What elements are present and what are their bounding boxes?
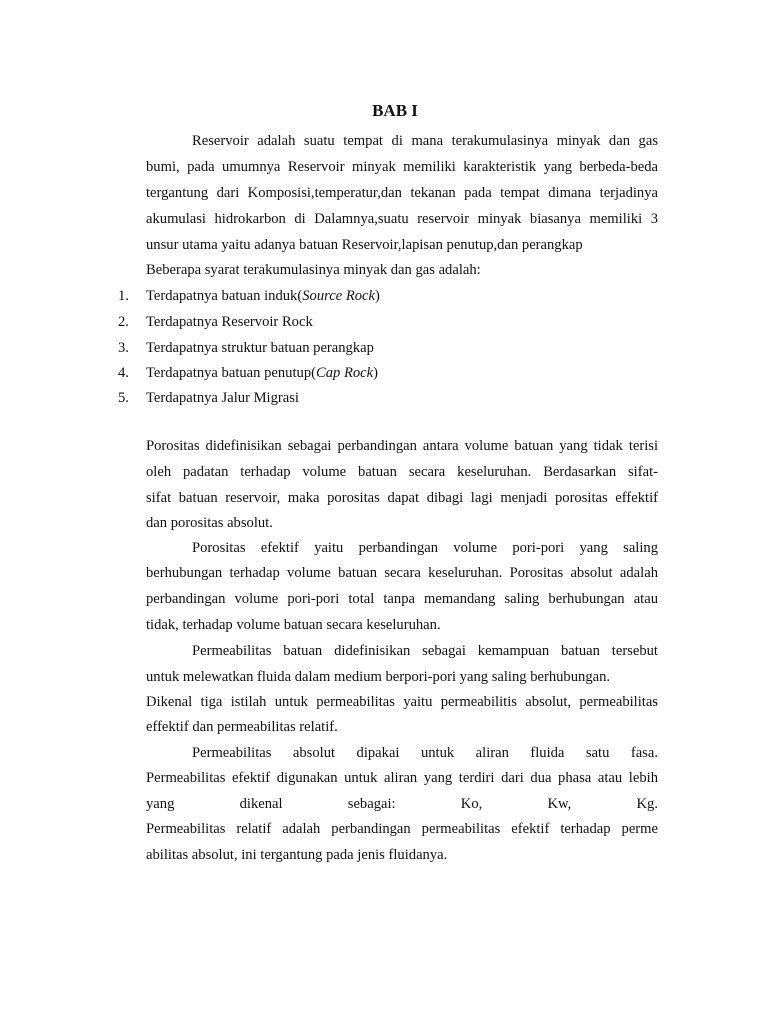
- list-number: 2.: [118, 314, 129, 330]
- list-item: Terdapatnya Reservoir Rock: [146, 314, 313, 330]
- paragraph-line: tergantung dari Komposisi,temperatur,dan tekanan pada tempat dimana terjadinya: [146, 185, 658, 201]
- paragraph-line: Permeabilitas batuan didefinisikan sebagai kemampuan batuan tersebut: [192, 643, 658, 659]
- paragraph-line: abilitas absolut, ini tergantung pada jenis fluidanya.: [146, 847, 448, 863]
- paragraph-line: bumi, pada umumnya Reservoir minyak memiliki karakteristik yang berbeda-beda: [146, 159, 658, 175]
- paragraph-line: tidak, terhadap volume batuan secara keseluruhan.: [146, 617, 441, 633]
- paragraph-line: dan porositas absolut.: [146, 515, 273, 531]
- paragraph-line: oleh padatan terhadap volume batuan secara keseluruhan. Berdasarkan sifat-: [146, 464, 658, 480]
- paragraph-line: Porositas efektif yaitu perbandingan volume pori-pori yang saling: [192, 540, 658, 556]
- chapter-title: BAB I: [372, 101, 418, 120]
- paragraph-line: untuk melewatkan fluida dalam medium berpori-pori yang saling berhubungan.: [146, 669, 611, 685]
- list-number: 5.: [118, 390, 129, 406]
- paragraph-line: unsur utama yaitu adanya batuan Reservoir,lapisan penutup,dan perangkap: [146, 237, 583, 253]
- paragraph-line: Dikenal tiga istilah untuk permeabilitas yaitu permeabilitis absolut, permeabilitas: [146, 694, 658, 710]
- paragraph-line: Reservoir adalah suatu tempat di mana terakumulasinya minyak dan gas: [192, 133, 658, 149]
- paragraph-line: Beberapa syarat terakumulasinya minyak dan gas adalah:: [146, 262, 481, 278]
- list-number: 3.: [118, 340, 129, 356]
- paragraph-line: effektif dan permeabilitas relatif.: [146, 719, 338, 735]
- paragraph-line: perbandingan volume pori-pori total tanpa memandang saling berhubungan atau: [146, 591, 658, 607]
- list-item: Terdapatnya struktur batuan perangkap: [146, 340, 374, 356]
- list-number: 1.: [118, 288, 129, 304]
- list-item: Terdapatnya batuan induk(Source Rock): [146, 288, 380, 304]
- paragraph-line: akumulasi hidrokarbon di Dalamnya,suatu reservoir minyak biasanya memiliki 3: [146, 211, 658, 227]
- paragraph-line: Porositas didefinisikan sebagai perbandingan antara volume batuan yang tidak terisi: [146, 438, 658, 454]
- paragraph-line: sifat batuan reservoir, maka porositas dapat dibagi lagi menjadi porositas effektif: [146, 490, 658, 506]
- list-number: 4.: [118, 365, 129, 381]
- paragraph-line: Permeabilitas relatif adalah perbandingan permeabilitas efektif terhadap perme: [146, 821, 658, 837]
- paragraph-line: yang dikenal sebagai: Ko, Kw, Kg.: [146, 796, 658, 812]
- list-item: Terdapatnya Jalur Migrasi: [146, 390, 299, 406]
- list-item: Terdapatnya batuan penutup(Cap Rock): [146, 365, 379, 381]
- paragraph-line: Permeabilitas efektif digunakan untuk aliran yang terdiri dari dua phasa atau lebih: [146, 770, 658, 786]
- paragraph-line: berhubungan terhadap volume batuan secara keseluruhan. Porositas absolut adalah: [146, 565, 658, 581]
- paragraph-line: Permeabilitas absolut dipakai untuk aliran fluida satu fasa.: [192, 745, 658, 761]
